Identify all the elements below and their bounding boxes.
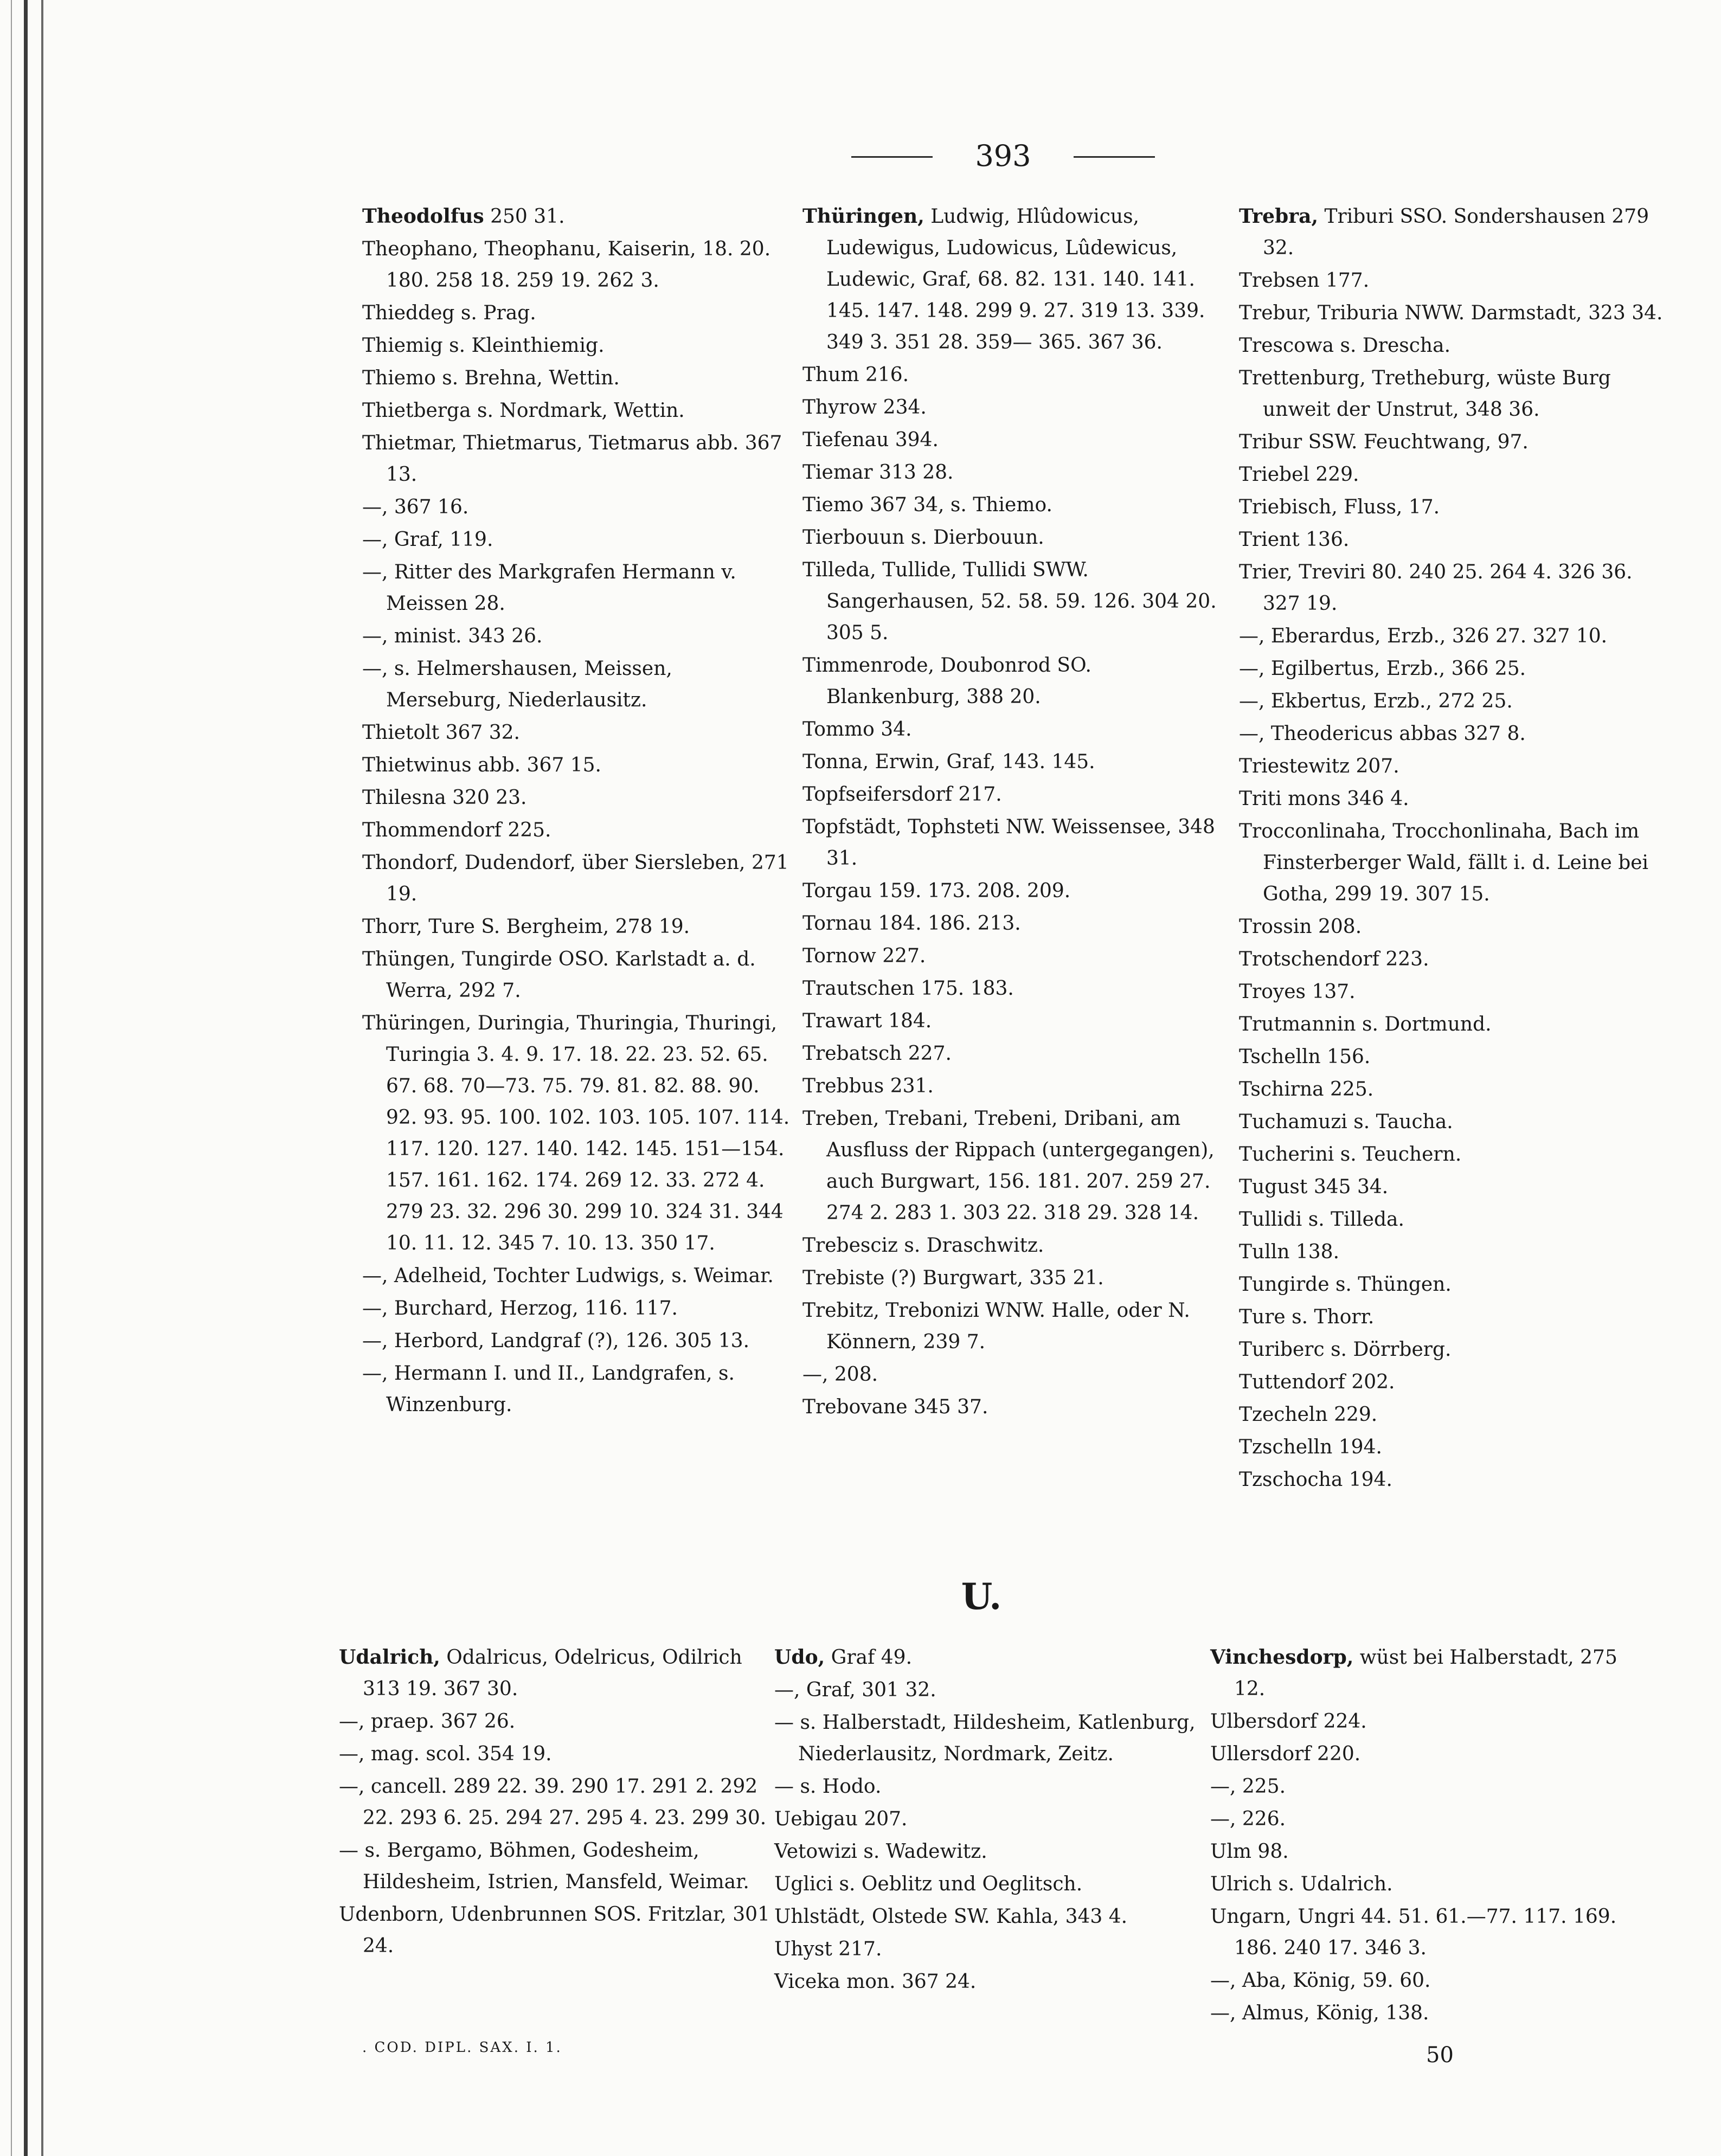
- entry-text: Thietwinus abb. 367 15.: [362, 754, 601, 776]
- entry-text: Thüringen, Duringia, Thuringia, Thuringi, Turingia 3. 4. 9. 17. 18. 22. 23. 52. 65. 67. 68. 70—73. 75. 79. 81. 82. 88. 90. 92. 93. 95. 100. 102. 103. 105. 107. 114. 117. 120. 127. 140. 142. 145. 151—154. 157. 161. 162. 174. 269 12. 33. 272 4. 279 23. 32. 296 30. 299 10. 324 31. 344 10. 11. 12. 345 7. 10. 13. 350 17.: [362, 1012, 790, 1254]
- index-entry: [774, 1934, 1208, 1965]
- section-heading: U.: [961, 1575, 1002, 1618]
- index-entry: [362, 395, 791, 427]
- entry-text: Thiemo s. Brehna, Wettin.: [362, 367, 620, 389]
- index-entry: [339, 1899, 773, 1962]
- index-entry: [802, 650, 1231, 713]
- entry-text: wüst bei Halberstadt, 275 12.: [1234, 1646, 1617, 1700]
- entry-text: —, Ritter des Markgrafen Hermann v. Meissen 28.: [362, 561, 736, 615]
- entry-text: Triburi SSO. Sondershausen 279 32.: [1263, 205, 1649, 259]
- entry-text: Vetowizi s. Wadewitz.: [774, 1840, 987, 1863]
- entry-text: Ulbersdorf 224.: [1210, 1710, 1367, 1733]
- index-entry: [1239, 557, 1667, 620]
- entry-text: Topfseifersdorf 217.: [802, 783, 1002, 806]
- index-entry: [1239, 944, 1667, 975]
- entry-text: Tiefenau 394.: [802, 429, 939, 451]
- index-entry: [774, 1707, 1208, 1770]
- entry-text: 250 31.: [484, 205, 565, 228]
- entry-text: Tzschelln 194.: [1239, 1436, 1382, 1458]
- index-column-4: [339, 1642, 773, 1963]
- index-entry: [1239, 1464, 1667, 1496]
- index-entry: [802, 490, 1231, 521]
- entry-text: Trebsen 177.: [1239, 269, 1370, 292]
- entry-text: —, Theodericus abbas 327 8.: [1239, 723, 1526, 745]
- index-entry: [1210, 1998, 1644, 2029]
- index-entry: [802, 392, 1231, 423]
- entry-text: Tiemar 313 28.: [802, 461, 954, 484]
- index-entry: [1239, 816, 1667, 910]
- entry-text: Tuchamuzi s. Taucha.: [1239, 1111, 1453, 1133]
- index-entry: [339, 1771, 773, 1834]
- entry-text: —, 226.: [1210, 1808, 1286, 1830]
- entry-text: Trebur, Triburia NWW. Darmstadt, 323 34.: [1239, 302, 1663, 324]
- index-entry: [1239, 1269, 1667, 1301]
- index-entry: [362, 944, 791, 1007]
- page-header: [851, 134, 1155, 178]
- index-entry: [1210, 1706, 1644, 1737]
- entry-text: Ludwig, Hlûdowicus, Ludewigus, Ludowicus, Lûdewicus, Ludewic, Graf, 68. 82. 131. 140. 141. 145. 147. 148. 299 9. 27. 319 13. 339. 349 3. 351 28. 359— 365. 367 36.: [826, 205, 1205, 353]
- entry-head: Thüringen,: [802, 205, 924, 228]
- index-entry: [1239, 363, 1667, 426]
- entry-text: Tierbouun s. Dierbouun.: [802, 526, 1044, 549]
- index-entry: [1239, 1399, 1667, 1431]
- index-entry: [1239, 1334, 1667, 1366]
- entry-text: Tugust 345 34.: [1239, 1176, 1389, 1198]
- index-entry: [362, 1325, 791, 1357]
- entry-text: Tribur SSW. Feuchtwang, 97.: [1239, 431, 1529, 453]
- entry-text: Thieddeg s. Prag.: [362, 302, 536, 324]
- entry-text: Trebovane 345 37.: [802, 1396, 988, 1418]
- index-entry: [802, 1295, 1231, 1358]
- entry-head: Udo,: [774, 1646, 825, 1669]
- entry-text: —, cancell. 289 22. 39. 290 17. 291 2. 292 22. 293 6. 25. 294 27. 295 4. 23. 299 30.: [339, 1775, 767, 1829]
- index-entry: [1239, 1009, 1667, 1040]
- index-entry: [362, 557, 791, 620]
- entry-text: Turiberc s. Dörrberg.: [1239, 1338, 1452, 1361]
- entry-text: —, 208.: [802, 1363, 878, 1386]
- entry-head: Udalrich,: [339, 1646, 440, 1669]
- index-entry: [1239, 265, 1667, 297]
- index-entry: [1210, 1965, 1644, 1997]
- entry-text: —, 367 16.: [362, 496, 469, 518]
- entry-text: Tzecheln 229.: [1239, 1404, 1378, 1426]
- index-entry: [802, 457, 1231, 488]
- entry-text: Timmenrode, Doubonrod SO. Blankenburg, 388 20.: [802, 654, 1091, 708]
- index-entry: [362, 750, 791, 781]
- page-number: 393: [975, 139, 1031, 173]
- entry-text: —, Aba, König, 59. 60.: [1210, 1970, 1431, 1992]
- entry-head: Vinchesdorp,: [1210, 1646, 1354, 1669]
- entry-text: Triebel 229.: [1239, 464, 1359, 486]
- index-entry: [802, 359, 1231, 391]
- index-entry: [802, 941, 1231, 972]
- entry-text: Trotschendorf 223.: [1239, 948, 1429, 970]
- index-entry: [362, 524, 791, 556]
- index-entry: [1239, 751, 1667, 782]
- index-entry: [774, 1966, 1208, 1998]
- entry-text: Tulln 138.: [1239, 1241, 1340, 1263]
- entry-text: Trutmannin s. Dortmund.: [1239, 1013, 1492, 1035]
- entry-text: Thum 216.: [802, 364, 909, 386]
- entry-text: Trocconlinaha, Trocchonlinaha, Bach im Finsterberger Wald, fällt i. d. Leine bei Gotha, 299 19. 307 15.: [1239, 820, 1649, 905]
- index-entry: [362, 1008, 791, 1259]
- index-entry: [1239, 330, 1667, 362]
- index-entry: [1239, 1041, 1667, 1073]
- entry-text: —, 225.: [1210, 1775, 1286, 1798]
- entry-text: Thorr, Ture S. Bergheim, 278 19.: [362, 916, 690, 938]
- index-entry: [802, 1006, 1231, 1037]
- entry-text: Tilleda, Tullide, Tullidi SWW. Sangerhausen, 52. 58. 59. 126. 304 20. 305 5.: [802, 559, 1217, 644]
- entry-text: Ulm 98.: [1210, 1840, 1289, 1863]
- index-entry: [362, 1260, 791, 1292]
- entry-text: Viceka mon. 367 24.: [774, 1971, 977, 1993]
- index-entry: [1239, 686, 1667, 717]
- index-entry: [362, 1293, 791, 1324]
- entry-text: Ulrich s. Udalrich.: [1210, 1873, 1393, 1895]
- index-entry: [1210, 1901, 1644, 1964]
- entry-text: —, Egilbertus, Erzb., 366 25.: [1239, 658, 1526, 680]
- index-entry: [362, 201, 791, 233]
- entry-text: Tiemo 367 34, s. Thiemo.: [802, 494, 1052, 516]
- entry-text: Torgau 159. 173. 208. 209.: [802, 880, 1071, 902]
- index-entry: [774, 1675, 1208, 1706]
- index-entry: [1239, 1172, 1667, 1203]
- index-entry: [1210, 1642, 1644, 1705]
- entry-text: Treben, Trebani, Trebeni, Dribani, am Ausfluss der Rippach (untergegangen), auch Burgwart, 156. 181. 207. 259 27. 274 2. 283 1. 303 22. 318 29. 328 14.: [802, 1108, 1215, 1224]
- entry-text: Tornau 184. 186. 213.: [802, 912, 1021, 935]
- entry-text: — s. Bergamo, Böhmen, Godesheim, Hildesheim, Istrien, Mansfeld, Weimar.: [339, 1839, 749, 1893]
- index-entry: [1210, 1739, 1644, 1770]
- entry-text: Thyrow 234.: [802, 396, 927, 419]
- entry-text: Trossin 208.: [1239, 916, 1362, 938]
- index-entry: [1239, 427, 1667, 458]
- index-entry: [1239, 1367, 1667, 1398]
- index-entry: [802, 424, 1231, 456]
- entry-text: —, Herbord, Landgraf (?), 126. 305 13.: [362, 1330, 750, 1352]
- index-entry: [802, 1071, 1231, 1102]
- entry-text: Thondorf, Dudendorf, über Siersleben, 271 19.: [362, 852, 789, 905]
- index-entry: [1210, 1869, 1644, 1900]
- index-entry: [339, 1706, 773, 1737]
- index-entry: [802, 1103, 1231, 1229]
- index-entry: [802, 746, 1231, 778]
- entry-text: Uhlstädt, Olstede SW. Kahla, 343 4.: [774, 1906, 1128, 1928]
- entry-text: Tzschocha 194.: [1239, 1469, 1392, 1491]
- entry-text: Trettenburg, Tretheburg, wüste Burg unweit der Unstrut, 348 36.: [1239, 367, 1611, 421]
- index-entry: [774, 1804, 1208, 1835]
- entry-text: —, praep. 367 26.: [339, 1710, 516, 1733]
- entry-text: Trient 136.: [1239, 529, 1350, 551]
- index-entry: [802, 779, 1231, 810]
- index-entry: [802, 1038, 1231, 1070]
- entry-text: Trebitz, Trebonizi WNW. Halle, oder N. Könnern, 239 7.: [802, 1299, 1190, 1353]
- entry-text: Uhyst 217.: [774, 1938, 882, 1960]
- entry-text: Ture s. Thorr.: [1239, 1306, 1375, 1328]
- index-entry: [1239, 1204, 1667, 1235]
- entry-text: Uglici s. Oeblitz und Oeglitsch.: [774, 1873, 1083, 1895]
- index-entry: [802, 876, 1231, 907]
- entry-text: Trebbus 231.: [802, 1075, 934, 1097]
- index-entry: [362, 1358, 791, 1421]
- index-column-6: [1210, 1642, 1644, 2030]
- entry-text: Thietberga s. Nordmark, Wettin.: [362, 400, 685, 422]
- entry-text: —, mag. scol. 354 19.: [339, 1743, 552, 1765]
- index-entry: [802, 555, 1231, 649]
- index-entry: [1239, 976, 1667, 1008]
- index-entry: [339, 1739, 773, 1770]
- entry-text: — s. Halberstadt, Hildesheim, Katlenburg, Niederlausitz, Nordmark, Zeitz.: [774, 1711, 1196, 1765]
- entry-text: Ullersdorf 220.: [1210, 1743, 1361, 1765]
- index-entry: [1239, 783, 1667, 815]
- entry-text: —, minist. 343 26.: [362, 625, 543, 647]
- entry-text: —, Adelheid, Tochter Ludwigs, s. Weimar.: [362, 1265, 774, 1287]
- index-entry: [802, 812, 1231, 874]
- entry-text: —, Ekbertus, Erzb., 272 25.: [1239, 690, 1513, 712]
- index-entry: [339, 1835, 773, 1898]
- index-entry: [1239, 524, 1667, 556]
- entry-text: Trautschen 175. 183.: [802, 977, 1014, 1000]
- entry-text: —, Eberardus, Erzb., 326 27. 327 10.: [1239, 625, 1608, 647]
- index-entry: [1239, 1106, 1667, 1138]
- entry-text: Trebiste (?) Burgwart, 335 21.: [802, 1267, 1104, 1289]
- index-entry: [1210, 1836, 1644, 1868]
- entry-text: Thietolt 367 32.: [362, 722, 520, 744]
- entry-head: Trebra,: [1239, 205, 1319, 228]
- entry-text: Topfstädt, Tophsteti NW. Weissensee, 348 31.: [802, 816, 1215, 870]
- entry-text: Graf 49.: [825, 1646, 913, 1669]
- entry-text: Thilesna 320 23.: [362, 787, 527, 809]
- index-entry: [1239, 1074, 1667, 1105]
- entry-text: —, Graf, 301 32.: [774, 1679, 936, 1701]
- index-entry: [1239, 1302, 1667, 1333]
- index-entry: [802, 1263, 1231, 1294]
- entry-text: Udenborn, Udenbrunnen SOS. Fritzlar, 301 24.: [339, 1903, 770, 1957]
- entry-text: Trawart 184.: [802, 1010, 932, 1032]
- entry-text: Tommo 34.: [802, 718, 912, 741]
- index-entry: [802, 522, 1231, 554]
- entry-text: —, s. Helmershausen, Meissen, Merseburg, Niederlausitz.: [362, 658, 672, 711]
- header-dash: [1074, 156, 1155, 158]
- index-entry: [1239, 201, 1667, 264]
- index-column-5: [774, 1642, 1208, 1999]
- entry-text: —, Burchard, Herzog, 116. 117.: [362, 1297, 678, 1320]
- index-entry: [339, 1642, 773, 1705]
- entry-text: Trier, Treviri 80. 240 25. 264 4. 326 36. 327 19.: [1239, 561, 1633, 615]
- index-entry: [1239, 459, 1667, 491]
- entry-text: Triestewitz 207.: [1239, 755, 1399, 777]
- index-entry: [1210, 1771, 1644, 1803]
- entry-text: Trescowa s. Drescha.: [1239, 334, 1451, 357]
- edge-line: [11, 0, 12, 2156]
- entry-text: Thommendorf 225.: [362, 819, 551, 841]
- entry-text: Tucherini s. Teuchern.: [1239, 1143, 1462, 1166]
- index-entry: [1239, 492, 1667, 523]
- entry-text: Tschirna 225.: [1239, 1078, 1374, 1100]
- index-entry: [802, 1392, 1231, 1423]
- index-entry: [802, 1230, 1231, 1262]
- index-column-2: [802, 201, 1231, 1424]
- index-entry: [802, 908, 1231, 939]
- index-entry: [362, 298, 791, 329]
- entry-text: Theophano, Theophanu, Kaiserin, 18. 20. 180. 258 18. 259 19. 262 3.: [362, 238, 771, 292]
- index-entry: [802, 201, 1231, 358]
- edge-line: [24, 0, 28, 2156]
- index-entry: [362, 847, 791, 910]
- entry-text: Triebisch, Fluss, 17.: [1239, 496, 1440, 518]
- entry-text: Tullidi s. Tilleda.: [1239, 1208, 1404, 1231]
- entry-text: Troyes 137.: [1239, 981, 1356, 1003]
- entry-text: Tungirde s. Thüngen.: [1239, 1273, 1452, 1296]
- entry-text: Trebesciz s. Draschwitz.: [802, 1234, 1044, 1257]
- index-entry: [362, 492, 791, 523]
- index-entry: [774, 1771, 1208, 1803]
- index-entry: [1239, 1432, 1667, 1463]
- entry-text: Thietmar, Thietmarus, Tietmarus abb. 367 13.: [362, 432, 782, 486]
- index-entry: [802, 1359, 1231, 1391]
- index-entry: [774, 1642, 1208, 1674]
- entry-text: Uebigau 207.: [774, 1808, 908, 1830]
- index-entry: [362, 363, 791, 394]
- index-entry: [362, 815, 791, 846]
- index-column-3: [1239, 201, 1667, 1497]
- entry-text: Tonna, Erwin, Graf, 143. 145.: [802, 751, 1095, 773]
- index-entry: [1239, 653, 1667, 685]
- index-entry: [1239, 718, 1667, 750]
- index-entry: [362, 911, 791, 943]
- entry-text: Tschelln 156.: [1239, 1046, 1371, 1068]
- index-entry: [362, 782, 791, 814]
- index-entry: [1210, 1804, 1644, 1835]
- index-entry: [362, 234, 791, 297]
- index-entry: [362, 621, 791, 652]
- index-column-1: [362, 201, 791, 1422]
- entry-text: — s. Hodo.: [774, 1775, 882, 1798]
- index-entry: [802, 714, 1231, 745]
- entry-text: —, Almus, König, 138.: [1210, 2002, 1429, 2024]
- footer-note: . COD. DIPL. SAX. I. 1.: [362, 2039, 562, 2056]
- index-entry: [774, 1836, 1208, 1868]
- index-entry: [362, 330, 791, 362]
- entry-text: Ungarn, Ungri 44. 51. 61.—77. 117. 169. 186. 240 17. 346 3.: [1210, 1906, 1617, 1959]
- entry-text: —, Hermann I. und II., Landgrafen, s. Winzenburg.: [362, 1362, 735, 1416]
- entry-text: Thüngen, Tungirde OSO. Karlstadt a. d. Werra, 292 7.: [362, 948, 756, 1002]
- binding-edge: [10, 0, 48, 2156]
- edge-line: [41, 0, 43, 2156]
- entry-text: Tuttendorf 202.: [1239, 1371, 1395, 1393]
- index-entry: [1239, 911, 1667, 943]
- entry-text: Thiemig s. Kleinthiemig.: [362, 334, 605, 357]
- entry-text: Tornow 227.: [802, 945, 926, 967]
- index-entry: [362, 653, 791, 716]
- index-entry: [362, 717, 791, 749]
- index-entry: [362, 428, 791, 491]
- entry-text: Triti mons 346 4.: [1239, 788, 1409, 810]
- entry-head: Theodolfus: [362, 205, 484, 228]
- index-entry: [1239, 1237, 1667, 1268]
- index-entry: [1239, 298, 1667, 329]
- entry-text: —, Graf, 119.: [362, 529, 493, 551]
- index-entry: [774, 1869, 1208, 1900]
- index-entry: [1239, 1139, 1667, 1170]
- index-entry: [1239, 621, 1667, 652]
- entry-text: Odalricus, Odelricus, Odilrich 313 19. 367 30.: [363, 1646, 742, 1700]
- index-entry: [802, 973, 1231, 1005]
- signature-number: 50: [1426, 2043, 1454, 2068]
- entry-text: Trebatsch 227.: [802, 1042, 952, 1065]
- index-entry: [774, 1901, 1208, 1933]
